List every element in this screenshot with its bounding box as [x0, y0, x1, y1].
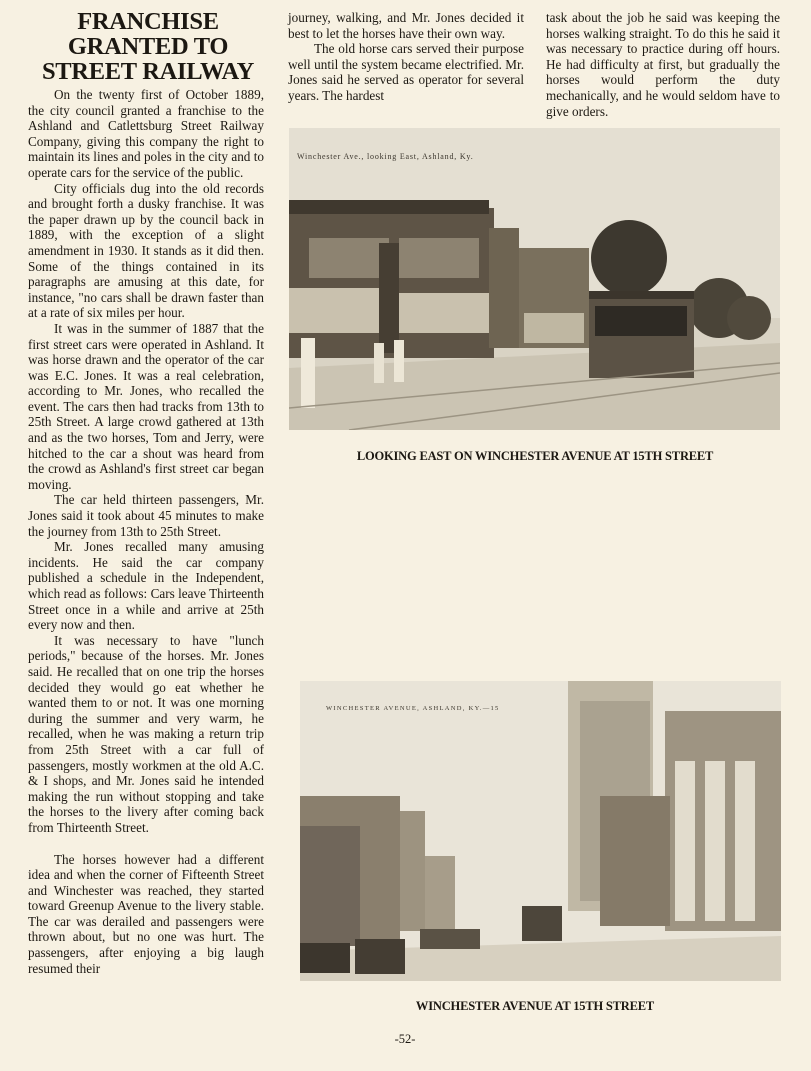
street-scene-drawing	[289, 128, 780, 430]
winchester-ave-15th-photo	[300, 681, 781, 981]
photo-caption: WINCHESTER AVENUE AT 15TH STREET	[415, 999, 655, 1013]
photo-inner-caption: Winchester Ave., looking East, Ashland, Ky.	[297, 152, 474, 161]
paragraph: It was in the summer of 1887 that the first street cars were operated in Ashland. It was horse drawn and the operator of the car was E.C. Jones. It was a real celebration, according to Mr. Jones, who recalled the event. The cars then had tracks from 13th to 25th Street. A large crowd gathered at 13th and as the two horses, Tom and Jerry, were hitched to the car a shout was heard from the crowd as Ashland's first street car began moving.	[28, 320, 264, 492]
paragraph: The horses however had a different idea and when the corner of Fifteenth Street and Winchester was reached, they started toward Greenup Avenue to the livery stable. The car was derailed and passengers were thrown about, but no one was hurt. The passengers, after enjoying a big laugh resumed their	[28, 851, 264, 976]
paragraph: task about the job he said was keeping the horses walking straight. To do this he said it was necessary to practice during off hours. He had difficulty at first, but gradually the horses would perform the duty mechanically, and he would seldom have to give orders.	[546, 10, 780, 119]
winchester-ave-east-photo	[289, 128, 780, 430]
page-number: -52-	[394, 1032, 416, 1046]
paragraph: On the twenty first of October 1889, the city council granted a franchise to the Ashland and Catlettsburg Street Railway Company, giving this company the right to maintain its lines and poles in the city and to operate cars for the service of the public.	[28, 87, 264, 180]
article-column-1	[28, 87, 264, 976]
paragraph: The old horse cars served their purpose well until the system became electrified. Mr. Jones said he served as operator for several years. The hardest	[288, 41, 524, 103]
article-column-2	[288, 10, 524, 104]
photo-inner-caption: WINCHESTER AVENUE, ASHLAND, KY.—15	[326, 705, 500, 712]
paragraph: City officials dug into the old records and brought forth a dusky franchise. It was the paper drawn up by the council back in 1889, with the exception of a slight amendment in 1930. It stands as it did then. Some of the things contained in its paragraphs are amusing at this date, for instance, "no cars shall be drawn faster than at a rate of six miles per hour.	[28, 180, 264, 321]
paragraph: journey, walking, and Mr. Jones decided it best to let the horses have their own way.	[288, 10, 524, 41]
street-scene-drawing	[300, 681, 781, 981]
paragraph: It was necessary to have "lunch periods," because of the horses. Mr. Jones said. He recalled that on one trip the horses decided they would go eat whether he wanted them to or not. It was one morning during the summer and very warm, he recalled, when he was making a return trip from 25th Street with a car full of passengers, mostly workmen at the old A.C. & I shops, and Mr. Jones said he intended making the run without stopping and take the horses to the livery after coming back from Thirteenth Street.	[28, 632, 264, 835]
article-column-3	[546, 10, 780, 119]
article-headline: FRANCHISE GRANTED TO STREET RAILWAY	[41, 8, 255, 85]
photo-caption: LOOKING EAST ON WINCHESTER AVENUE AT 15TH STREET	[356, 449, 714, 463]
paragraph: Mr. Jones recalled many amusing incidents. He said the car company published a schedule in the Independent, which read as follows: Cars leave Thirteenth Street once in a while and arrive at 25th every now and then.	[28, 539, 264, 633]
paragraph: The car held thirteen passengers, Mr. Jones said it took about 45 minutes to make the journey from 13th to 25th Street.	[28, 492, 264, 539]
